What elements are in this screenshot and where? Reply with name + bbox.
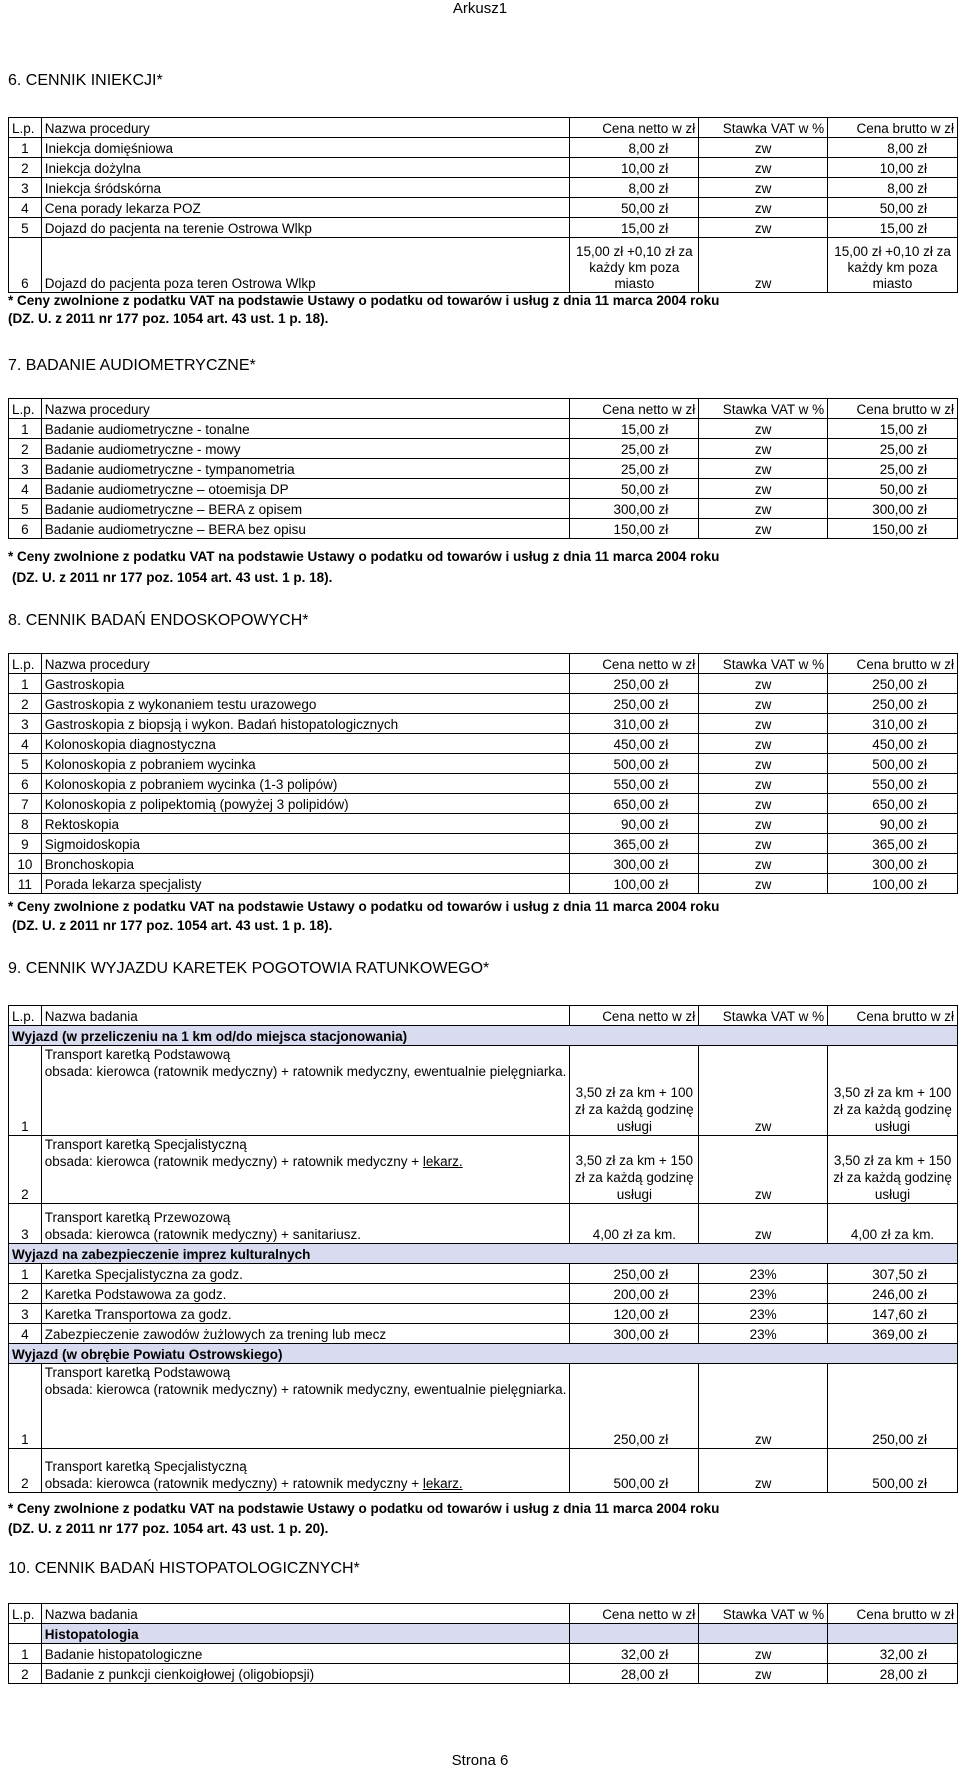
row-lp: 6 (9, 774, 42, 794)
row-name-text: obsada: kierowca (ratownik medyczny) + ratownik medyczny + (44, 1154, 423, 1169)
row-vat: zw (699, 419, 828, 439)
row-net: 4,00 zł za km. (570, 1204, 699, 1244)
row-name-line2 (45, 1475, 567, 1492)
row-gross: 15,00 zł (828, 419, 958, 439)
row-vat: zw (699, 138, 828, 158)
row-name: Sigmoidoskopia (41, 834, 570, 854)
group-label: Wyjazd (w obrębie Powiatu Ostrowskiego) (9, 1344, 958, 1364)
table-endoscopy (8, 653, 958, 894)
row-gross: 365,00 zł (828, 834, 958, 854)
row-net: 120,00 zł (570, 1304, 699, 1324)
row-gross: 246,00 zł (828, 1284, 958, 1304)
table-row (9, 238, 958, 293)
table-row (9, 459, 958, 479)
row-name-line1: Transport karetką Podstawową (44, 1365, 231, 1380)
row-net: 28,00 zł (570, 1664, 699, 1684)
section-7-title: 7. BADANIE AUDIOMETRYCZNE* (8, 357, 256, 374)
col-vat: Stawka VAT w % (699, 1604, 828, 1624)
row-name (41, 1204, 570, 1244)
group-row (9, 1344, 958, 1364)
row-net: 10,00 zł (570, 158, 699, 178)
col-gross: Cena brutto w zł (828, 654, 958, 674)
page-footer: Strona 6 (451, 1752, 509, 1769)
row-vat: 23% (699, 1264, 828, 1284)
row-lp: 3 (9, 1204, 42, 1244)
row-name: Karetka Podstawowa za godz. (41, 1284, 570, 1304)
row-gross: 25,00 zł (828, 439, 958, 459)
row-net: 8,00 zł (570, 178, 699, 198)
col-lp: L.p. (9, 654, 42, 674)
table-row (9, 1284, 958, 1304)
row-name-line2: obsada: kierowca (ratownik medyczny) + ratownik medyczny, ewentualnie pielęgniarka. (44, 1064, 567, 1079)
row-vat: zw (699, 854, 828, 874)
row-vat: zw (699, 794, 828, 814)
row-vat: zw (699, 1664, 828, 1684)
row-gross: 8,00 zł (828, 178, 958, 198)
row-gross: 15,00 zł (828, 218, 958, 238)
row-net: 250,00 zł (570, 694, 699, 714)
row-name: Iniekcja dożylna (41, 158, 570, 178)
row-vat: zw (699, 1046, 828, 1136)
row-vat: zw (699, 238, 828, 293)
row-gross: 500,00 zł (828, 1449, 958, 1493)
row-vat: zw (699, 479, 828, 499)
group-vat (699, 1624, 828, 1644)
row-vat: zw (699, 439, 828, 459)
row-vat: zw (699, 499, 828, 519)
row-lp: 3 (9, 459, 42, 479)
row-gross: 32,00 zł (828, 1644, 958, 1664)
row-net: 300,00 zł (570, 854, 699, 874)
row-name: Dojazd do pacjenta na terenie Ostrowa Wlkp (41, 218, 570, 238)
col-test: Nazwa badania (41, 1604, 570, 1624)
row-net: 250,00 zł (570, 1264, 699, 1284)
row-lp: 5 (9, 499, 42, 519)
row-name-text: obsada: kierowca (ratownik medyczny) + ratownik medyczny + (44, 1476, 423, 1491)
col-net: Cena netto w zł (570, 1006, 699, 1026)
table-histopathology (8, 1603, 958, 1684)
row-net: 150,00 zł (570, 519, 699, 539)
table-header-row (9, 399, 958, 419)
row-name-underlined: lekarz. (422, 1476, 463, 1491)
table-row (9, 694, 958, 714)
row-net: 250,00 zł (570, 1364, 699, 1449)
row-name: Badanie audiometryczne – BERA bez opisu (41, 519, 570, 539)
row-vat: zw (699, 1204, 828, 1244)
row-gross: 650,00 zł (828, 794, 958, 814)
row-name: Rektoskopia (41, 814, 570, 834)
row-lp: 6 (9, 238, 42, 293)
row-lp: 5 (9, 218, 42, 238)
row-gross: 300,00 zł (828, 499, 958, 519)
table-row (9, 1204, 958, 1244)
section-6-title: 6. CENNIK INIEKCJI* (8, 72, 163, 89)
row-name (41, 1449, 570, 1493)
col-gross: Cena brutto w zł (828, 118, 958, 138)
table-row (9, 814, 958, 834)
table-row (9, 419, 958, 439)
col-vat: Stawka VAT w % (699, 399, 828, 419)
table-header-row (9, 654, 958, 674)
row-vat: 23% (699, 1304, 828, 1324)
row-lp: 8 (9, 814, 42, 834)
row-name (41, 1364, 570, 1449)
row-lp: 1 (9, 1364, 42, 1449)
col-test: Nazwa badania (41, 1006, 570, 1026)
table-row (9, 674, 958, 694)
vat-note: * Ceny zwolnione z podatku VAT na podstawie Ustawy o podatku od towarów i usług z dnia 11 marca 2004 roku (8, 293, 720, 308)
row-lp: 2 (9, 439, 42, 459)
row-net: 650,00 zł (570, 794, 699, 814)
row-name: Badanie audiometryczne - mowy (41, 439, 570, 459)
table-row (9, 158, 958, 178)
table-row (9, 138, 958, 158)
row-gross: 250,00 zł (828, 694, 958, 714)
row-lp: 1 (9, 1046, 42, 1136)
row-name: Iniekcja śródskórna (41, 178, 570, 198)
col-net: Cena netto w zł (570, 1604, 699, 1624)
row-vat: zw (699, 774, 828, 794)
row-gross: 8,00 zł (828, 138, 958, 158)
row-name: Dojazd do pacjenta poza teren Ostrowa Wlkp (41, 238, 570, 293)
row-name: Badanie audiometryczne - tonalne (41, 419, 570, 439)
col-procedure: Nazwa procedury (41, 118, 570, 138)
row-net: 365,00 zł (570, 834, 699, 854)
row-gross: 147,60 zł (828, 1304, 958, 1324)
row-net: 310,00 zł (570, 714, 699, 734)
row-vat: 23% (699, 1284, 828, 1304)
row-net: 32,00 zł (570, 1644, 699, 1664)
vat-note: * Ceny zwolnione z podatku VAT na podstawie Ustawy o podatku od towarów i usług z dnia 11 marca 2004 roku (8, 1501, 720, 1516)
row-gross: 150,00 zł (828, 519, 958, 539)
row-lp: 3 (9, 178, 42, 198)
row-lp: 1 (9, 674, 42, 694)
row-name (41, 1136, 570, 1204)
row-gross: 100,00 zł (828, 874, 958, 894)
table-row (9, 1664, 958, 1684)
row-net: 15,00 zł +0,10 zł za każdy km poza miasto (570, 238, 699, 293)
table-row (9, 218, 958, 238)
row-net: 300,00 zł (570, 499, 699, 519)
row-gross: 307,50 zł (828, 1264, 958, 1284)
row-name: Karetka Transportowa za godz. (41, 1304, 570, 1324)
table-header-row (9, 118, 958, 138)
row-gross: 4,00 zł za km. (828, 1204, 958, 1244)
row-name: Badanie z punkcji cienkoigłowej (oligobiopsji) (41, 1664, 570, 1684)
row-lp: 1 (9, 138, 42, 158)
row-net: 50,00 zł (570, 198, 699, 218)
table-row (9, 874, 958, 894)
row-vat: zw (699, 814, 828, 834)
row-lp: 11 (9, 874, 42, 894)
row-lp: 3 (9, 1304, 42, 1324)
col-lp: L.p. (9, 1604, 42, 1624)
group-row (9, 1026, 958, 1046)
row-vat: zw (699, 1364, 828, 1449)
row-name: Kolonoskopia diagnostyczna (41, 734, 570, 754)
row-vat: zw (699, 874, 828, 894)
table-row (9, 439, 958, 459)
row-net: 25,00 zł (570, 439, 699, 459)
table-row (9, 1364, 958, 1449)
section-10-title: 10. CENNIK BADAŃ HISTOPATOLOGICZNYCH* (8, 1560, 360, 1577)
row-lp: 5 (9, 754, 42, 774)
row-net: 450,00 zł (570, 734, 699, 754)
table-row (9, 1644, 958, 1664)
row-name-line1: Transport karetką Specjalistyczną (44, 1137, 247, 1152)
table-row (9, 1449, 958, 1493)
vat-note: * Ceny zwolnione z podatku VAT na podstawie Ustawy o podatku od towarów i usług z dnia 11 marca 2004 roku (8, 899, 720, 914)
legal-reference: (DZ. U. z 2011 nr 177 poz. 1054 art. 43 ust. 1 p. 18). (12, 570, 333, 585)
table-injections (8, 117, 958, 293)
row-name-line2 (45, 1153, 567, 1170)
row-lp: 2 (9, 158, 42, 178)
row-name: Porada lekarza specjalisty (41, 874, 570, 894)
row-net: 100,00 zł (570, 874, 699, 894)
section-8-title: 8. CENNIK BADAŃ ENDOSKOPOWYCH* (8, 612, 309, 629)
col-lp: L.p. (9, 399, 42, 419)
row-lp: 1 (9, 419, 42, 439)
row-gross: 250,00 zł (828, 1364, 958, 1449)
row-net: 200,00 zł (570, 1284, 699, 1304)
row-name: Zabezpieczenie zawodów żużlowych za trening lub mecz (41, 1324, 570, 1344)
row-gross: 3,50 zł za km + 100 zł za każdą godzinę usługi (828, 1046, 958, 1136)
row-net: 500,00 zł (570, 1449, 699, 1493)
row-vat: zw (699, 694, 828, 714)
row-lp: 2 (9, 1284, 42, 1304)
vat-note: * Ceny zwolnione z podatku VAT na podstawie Ustawy o podatku od towarów i usług z dnia 11 marca 2004 roku (8, 549, 720, 564)
row-name: Bronchoskopia (41, 854, 570, 874)
row-gross: 50,00 zł (828, 479, 958, 499)
row-name: Kolonoskopia z pobraniem wycinka (1-3 polipów) (41, 774, 570, 794)
table-row (9, 714, 958, 734)
table-row (9, 854, 958, 874)
table-header-row (9, 1006, 958, 1026)
row-vat: 23% (699, 1324, 828, 1344)
row-lp: 4 (9, 479, 42, 499)
row-gross: 10,00 zł (828, 158, 958, 178)
legal-reference: (DZ. U. z 2011 nr 177 poz. 1054 art. 43 ust. 1 p. 18). (12, 918, 333, 933)
row-gross: 28,00 zł (828, 1664, 958, 1684)
table-row (9, 1304, 958, 1324)
row-lp: 10 (9, 854, 42, 874)
col-gross: Cena brutto w zł (828, 1604, 958, 1624)
row-gross: 500,00 zł (828, 754, 958, 774)
row-lp: 9 (9, 834, 42, 854)
row-lp: 2 (9, 1136, 42, 1204)
row-lp: 1 (9, 1264, 42, 1284)
row-net: 15,00 zł (570, 419, 699, 439)
row-vat: zw (699, 754, 828, 774)
row-net: 8,00 zł (570, 138, 699, 158)
row-net: 15,00 zł (570, 218, 699, 238)
sheet-title: Arkusz1 (452, 0, 508, 17)
row-name: Kolonoskopia z pobraniem wycinka (41, 754, 570, 774)
row-name: Gastroskopia (41, 674, 570, 694)
row-name-underlined: lekarz. (422, 1154, 463, 1169)
row-name: Cena porady lekarza POZ (41, 198, 570, 218)
row-gross: 310,00 zł (828, 714, 958, 734)
table-row (9, 479, 958, 499)
table-row (9, 734, 958, 754)
col-vat: Stawka VAT w % (699, 654, 828, 674)
row-vat: zw (699, 1449, 828, 1493)
row-net: 50,00 zł (570, 479, 699, 499)
table-row (9, 1264, 958, 1284)
row-vat: zw (699, 1644, 828, 1664)
row-net: 90,00 zł (570, 814, 699, 834)
col-net: Cena netto w zł (570, 399, 699, 419)
row-gross: 15,00 zł +0,10 zł za każdy km poza miasto (828, 238, 958, 293)
col-lp: L.p. (9, 1006, 42, 1026)
table-header-row (9, 1604, 958, 1624)
row-name (41, 1046, 570, 1136)
table-row (9, 754, 958, 774)
row-name: Gastroskopia z wykonaniem testu urazowego (41, 694, 570, 714)
group-label: Histopatologia (41, 1624, 570, 1644)
row-lp: 2 (9, 1664, 42, 1684)
legal-reference: (DZ. U. z 2011 nr 177 poz. 1054 art. 43 ust. 1 p. 18). (8, 311, 329, 326)
row-vat: zw (699, 198, 828, 218)
row-net: 250,00 zł (570, 674, 699, 694)
table-row (9, 1136, 958, 1204)
row-name: Iniekcja domięśniowa (41, 138, 570, 158)
section-9-title: 9. CENNIK WYJAZDU KARETEK POGOTOWIA RATUNKOWEGO* (8, 960, 490, 977)
row-lp: 6 (9, 519, 42, 539)
row-lp: 4 (9, 198, 42, 218)
row-gross: 369,00 zł (828, 1324, 958, 1344)
row-vat: zw (699, 734, 828, 754)
row-net: 300,00 zł (570, 1324, 699, 1344)
row-name: Gastroskopia z biopsją i wykon. Badań histopatologicznych (41, 714, 570, 734)
table-row (9, 1324, 958, 1344)
row-net: 3,50 zł za km + 150 zł za każdą godzinę usługi (570, 1136, 699, 1204)
group-row (9, 1244, 958, 1264)
row-vat: zw (699, 714, 828, 734)
row-name: Badanie audiometryczne – BERA z opisem (41, 499, 570, 519)
group-label: Wyjazd na zabezpieczenie imprez kulturalnych (9, 1244, 958, 1264)
group-label: Wyjazd (w przeliczeniu na 1 km od/do miejsca stacjonowania) (9, 1026, 958, 1046)
row-net: 25,00 zł (570, 459, 699, 479)
row-lp: 3 (9, 714, 42, 734)
row-net: 550,00 zł (570, 774, 699, 794)
row-name: Kolonoskopia z polipektomią (powyżej 3 polipidów) (41, 794, 570, 814)
col-procedure: Nazwa procedury (41, 654, 570, 674)
row-name-line1: Transport karetką Specjalistyczną (44, 1459, 247, 1474)
row-lp: 2 (9, 694, 42, 714)
table-row (9, 519, 958, 539)
table-row (9, 834, 958, 854)
row-lp: 7 (9, 794, 42, 814)
row-name-line1: Transport karetką Podstawową (44, 1047, 231, 1062)
col-gross: Cena brutto w zł (828, 399, 958, 419)
row-name-line2: obsada: kierowca (ratownik medyczny) + sanitariusz. (44, 1227, 361, 1242)
table-row (9, 198, 958, 218)
row-gross: 300,00 zł (828, 854, 958, 874)
col-net: Cena netto w zł (570, 118, 699, 138)
row-name-line2: obsada: kierowca (ratownik medyczny) + ratownik medyczny, ewentualnie pielęgniarka. (44, 1382, 567, 1397)
row-vat: zw (699, 459, 828, 479)
row-lp: 4 (9, 734, 42, 754)
col-procedure: Nazwa procedury (41, 399, 570, 419)
col-gross: Cena brutto w zł (828, 1006, 958, 1026)
table-row (9, 178, 958, 198)
row-gross: 25,00 zł (828, 459, 958, 479)
row-vat: zw (699, 834, 828, 854)
row-vat: zw (699, 178, 828, 198)
table-row (9, 794, 958, 814)
table-row (9, 499, 958, 519)
row-vat: zw (699, 674, 828, 694)
table-row (9, 1046, 958, 1136)
group-net (570, 1624, 699, 1644)
table-ambulance (8, 1005, 958, 1493)
row-name: Badanie histopatologiczne (41, 1644, 570, 1664)
table-audiometry (8, 398, 958, 539)
row-gross: 550,00 zł (828, 774, 958, 794)
group-row (9, 1624, 958, 1644)
row-name: Karetka Specjalistyczna za godz. (41, 1264, 570, 1284)
row-lp: 4 (9, 1324, 42, 1344)
row-gross: 250,00 zł (828, 674, 958, 694)
col-net: Cena netto w zł (570, 654, 699, 674)
row-gross: 450,00 zł (828, 734, 958, 754)
row-lp: 2 (9, 1449, 42, 1493)
row-net: 3,50 zł za km + 100 zł za każdą godzinę usługi (570, 1046, 699, 1136)
row-vat: zw (699, 218, 828, 238)
row-vat: zw (699, 158, 828, 178)
col-lp: L.p. (9, 118, 42, 138)
row-vat: zw (699, 1136, 828, 1204)
col-vat: Stawka VAT w % (699, 1006, 828, 1026)
row-name-line1: Transport karetką Przewozową (44, 1210, 231, 1225)
group-gross (828, 1624, 958, 1644)
col-vat: Stawka VAT w % (699, 118, 828, 138)
row-vat: zw (699, 519, 828, 539)
row-gross: 90,00 zł (828, 814, 958, 834)
row-lp: 1 (9, 1644, 42, 1664)
table-row (9, 774, 958, 794)
group-lp (9, 1624, 42, 1644)
row-net: 500,00 zł (570, 754, 699, 774)
legal-reference: (DZ. U. z 2011 nr 177 poz. 1054 art. 43 ust. 1 p. 20). (8, 1521, 329, 1536)
row-gross: 3,50 zł za km + 150 zł za każdą godzinę usługi (828, 1136, 958, 1204)
row-name: Badanie audiometryczne - tympanometria (41, 459, 570, 479)
row-gross: 50,00 zł (828, 198, 958, 218)
row-name: Badanie audiometryczne – otoemisja DP (41, 479, 570, 499)
